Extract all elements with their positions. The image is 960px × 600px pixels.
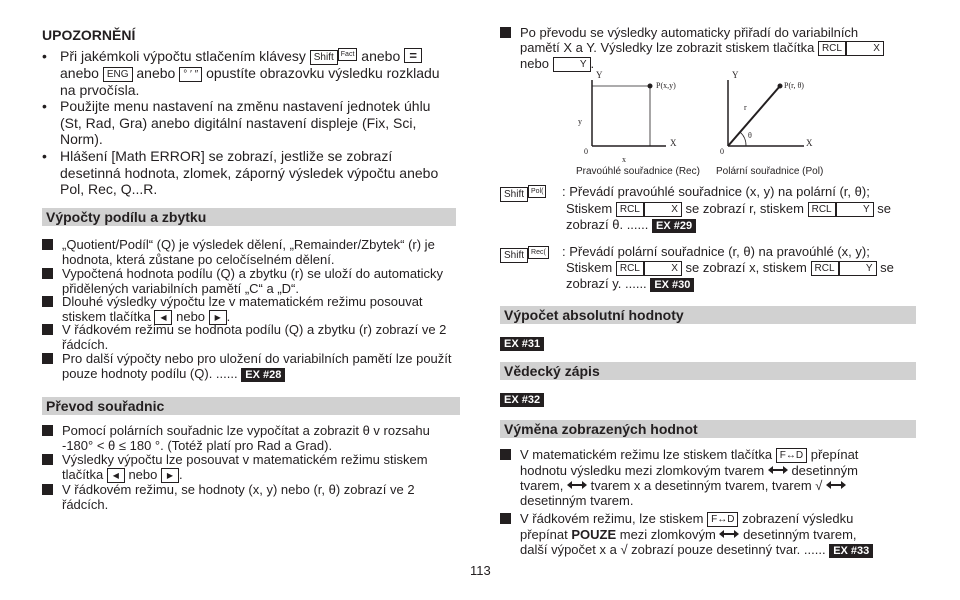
square-bullet-icon — [42, 484, 53, 495]
section-title-sci: Vědecký zápis — [500, 362, 916, 380]
warning-title: UPOZORNĚNÍ — [42, 27, 136, 43]
warning-bullet-3: • Hlášení [Math ERROR] se zobrazí, jestliže se zobrazí desetinná hodnota, zlomek, záporný výsledek výpočtu anebo Pol, Rec, Q...R. — [42, 148, 455, 198]
rcl-key: RCL — [808, 202, 836, 217]
coord-item-2: Výsledky výpočtu lze posouvat v matematickém režimu stiskem tlačítka ◀ nebo ▶ . — [42, 452, 462, 483]
rect-x-label: x — [622, 155, 626, 164]
pol-label: Pol( — [528, 185, 546, 198]
double-arrow-icon — [567, 481, 587, 489]
example-badge-29: EX #29 — [652, 219, 696, 233]
square-bullet-icon — [42, 454, 53, 465]
rect-caption: Pravoúhlé souřadnice (Rec) — [576, 166, 700, 177]
x-key: X — [644, 202, 682, 217]
example-badge-32: EX #32 — [500, 393, 544, 407]
dms-key: ° ′ ″ — [179, 67, 202, 82]
rec-label: Rec( — [528, 246, 549, 259]
rect-axis-y: Y — [596, 70, 603, 80]
coord-result-intro: Po převodu se výsledky automaticky přiřadí do variabilních pamětí X a Y. Výsledky lze zobrazit stiskem tlačítka RCL X nebo Y . — [500, 25, 900, 72]
example-badge-33: EX #33 — [829, 544, 873, 558]
warning-bullet-1: • Při jakémkoli výpočtu stlačením klávesy Shift Fact anebo = anebo ENG anebo ° ′ ″ opustíte obrazovku výsledku rozkladu na prvočísla. — [42, 48, 455, 99]
square-bullet-icon — [500, 27, 511, 38]
fd-key: F↔D — [707, 512, 738, 527]
fact-label: Fact — [338, 48, 358, 61]
x-key: X — [644, 261, 682, 276]
coord-item-1: Pomocí polárních souřadnic lze vypočítat a zobrazit θ v rozsahu -180° < θ ≤ 180 °. (Totéž platí pro Rad a Grad). — [42, 423, 462, 453]
example-badge-30: EX #30 — [650, 278, 694, 292]
square-bullet-icon — [500, 449, 511, 460]
square-bullet-icon — [42, 353, 53, 364]
square-bullet-icon — [42, 239, 53, 250]
quotient-item-4: V řádkovém režimu se hodnota podílu (Q) a zbytku (r) zobrazí ve 2 řádcích. — [42, 322, 462, 352]
swap-item-1: V matematickém režimu lze stiskem tlačítka F↔D přepínat hodnotu výsledku mezi zlomkovým tvarem desetinným tvarem, tvarem x a desetinným tvarem, tvarem √ desetinným tvarem. — [500, 447, 910, 508]
polar-caption: Polární souřadnice (Pol) — [716, 166, 824, 177]
shift-key: Shift — [310, 50, 338, 65]
y-key: Y — [836, 202, 874, 217]
polar-theta-label: θ — [748, 131, 752, 140]
example-badge-31: EX #31 — [500, 337, 544, 351]
right-arrow-key-icon — [161, 468, 179, 483]
polar-diagram — [720, 70, 813, 156]
section-title-coord: Převod souřadnic — [42, 397, 460, 415]
double-arrow-icon — [826, 481, 846, 489]
sci-example — [500, 390, 544, 408]
square-bullet-icon — [42, 425, 53, 436]
x-key: X — [846, 41, 884, 56]
swap-item-2: V řádkovém režimu, lze stiskem F↔D zobrazení výsledku přepínat POUZE mezi zlomkovým desetinným tvarem, další výpočet x a √ zobrazí pouze desetinný tvar. ...... EX #33 — [500, 511, 910, 558]
pol-key-combo — [500, 185, 546, 203]
coord-item-3: V řádkovém režimu, se hodnoty (x, y) nebo (r, θ) zobrazí ve 2 řádcích. — [42, 482, 462, 512]
rectangular-diagram — [578, 70, 677, 164]
pol-desc-line-2: Stiskem RCL X se zobrazí r, stiskem RCL Y se — [566, 201, 891, 216]
rect-point-label: P(x,y) — [656, 81, 676, 90]
rec-desc-line-1: : Převádí polární souřadnice (r, θ) na pravoúhlé (x, y); — [562, 244, 870, 259]
square-bullet-icon — [42, 324, 53, 335]
rec-desc-line-2: Stiskem RCL X se zobrazí x, stiskem RCL Y se — [566, 260, 894, 275]
rcl-key: RCL — [811, 261, 839, 276]
y-key: Y — [553, 57, 591, 72]
polar-axis-x: X — [806, 138, 813, 148]
double-arrow-icon — [719, 530, 739, 538]
example-badge-28: EX #28 — [241, 368, 285, 382]
section-title-abs: Výpočet absolutní hodnoty — [500, 306, 916, 324]
page-number: 113 — [470, 563, 491, 578]
square-bullet-icon — [42, 296, 53, 307]
double-arrow-icon — [768, 466, 788, 474]
rcl-key: RCL — [818, 41, 846, 56]
equals-key: = — [404, 48, 422, 63]
quotient-item-3: Dlouhé výsledky výpočtu lze v matematickém režimu posouvat stiskem tlačítka ◀ nebo ▶ . — [42, 294, 462, 325]
rec-key-combo — [500, 246, 549, 264]
quotient-item-5: Pro další výpočty nebo pro uložení do variabilních pamětí lze použít pouze hodnoty podílu (Q). ...... EX #28 — [42, 351, 462, 382]
y-key: Y — [839, 261, 877, 276]
rec-desc-line-3: zobrazí y. ...... EX #30 — [566, 276, 694, 292]
polar-axis-y: Y — [732, 70, 739, 80]
polar-point-label: P(r, θ) — [784, 81, 804, 90]
pol-desc-line-3: zobrazí θ. ...... EX #29 — [566, 217, 696, 233]
rect-axis-x: X — [670, 138, 677, 148]
quotient-item-2: Vypočtená hodnota podílu (Q) a zbytku (r) se uloží do automaticky přidělených variabilních pamětí „C“ a „D“. — [42, 266, 462, 296]
square-bullet-icon — [42, 268, 53, 279]
shift-key: Shift — [500, 187, 528, 202]
polar-origin: 0 — [720, 147, 724, 156]
fd-key: F↔D — [776, 448, 807, 463]
abs-example — [500, 334, 544, 352]
pol-desc-line-1: : Převádí pravoúhlé souřadnice (x, y) na polární (r, θ); — [562, 184, 870, 199]
eng-key: ENG — [103, 67, 133, 82]
section-title-quotient: Výpočty podílu a zbytku — [42, 208, 456, 226]
quotient-item-1: „Quotient/Podíl“ (Q) je výsledek dělení, „Remainder/Zbytek“ (r) je hodnota, která zůstane po celočíselném dělení. — [42, 237, 462, 267]
shift-key: Shift — [500, 248, 528, 263]
rcl-key: RCL — [616, 261, 644, 276]
rcl-key: RCL — [616, 202, 644, 217]
rect-y-label: y — [578, 117, 582, 126]
warning-bullet-2: • Použijte menu nastavení na změnu nastavení jednotek úhlu (St, Rad, Gra) anebo digitální nastavení displeje (Fix, Sci, Norm). — [42, 98, 455, 148]
section-title-swap: Výměna zobrazených hodnot — [500, 420, 916, 438]
polar-r-label: r — [744, 103, 747, 112]
square-bullet-icon — [500, 513, 511, 524]
rect-origin: 0 — [584, 147, 588, 156]
coordinate-diagram — [570, 68, 830, 180]
left-arrow-key-icon — [107, 468, 125, 483]
